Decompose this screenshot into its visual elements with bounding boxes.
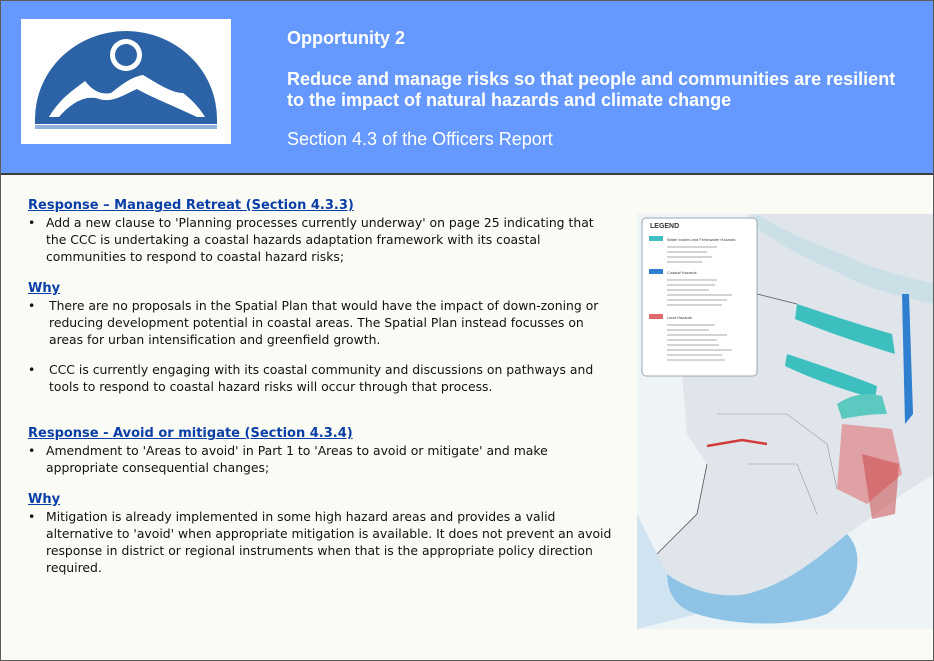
header-banner [1, 1, 933, 175]
bullet-item [28, 297, 613, 348]
map-legend-title: LEGEND [650, 223, 680, 230]
bullet-symbol: • [28, 215, 36, 230]
bullet-item [28, 214, 613, 265]
bullet-item [28, 442, 613, 476]
bullet-symbol: • [28, 362, 36, 377]
bullet-text: Mitigation is already implemented in some high hazard areas and provides a valid alternative to 'avoid' when appropriate mitigation is available. It does not prevent an avoid response in district or regional instruments when that is the appropriate policy direction required. [46, 509, 612, 575]
section-heading: Response – Managed Retreat (Section 4.3.3) [28, 198, 354, 213]
bullet-text: CCC is currently engaging with its coastal community and discussions on pathways and tools to respond to coastal hazard risks will occur through that process. [49, 362, 594, 394]
legend-item-land: Land Hazards [667, 315, 692, 320]
hazard-map [637, 214, 934, 629]
sun-mountain-wave-logo-icon [21, 19, 231, 144]
section-heading: Why [28, 492, 61, 507]
legend-item-water: Water bodies and Freshwater Hazards [667, 237, 736, 242]
bullet-symbol: • [28, 443, 36, 458]
section-heading: Why [28, 281, 61, 296]
bullet-text: There are no proposals in the Spatial Plan that would have the impact of down-zoning or reducing development potential in coastal areas. The Spatial Plan instead focusses on areas for urban intensification and greenfield growth. [49, 298, 599, 347]
bullet-text: Amendment to 'Areas to avoid' in Part 1 to 'Areas to avoid or mitigate' and make appropriate consequential changes; [46, 443, 548, 475]
bullet-item [28, 508, 613, 576]
bullet-item [28, 361, 613, 395]
bullet-symbol: • [28, 298, 36, 313]
logo [21, 19, 231, 144]
page-subtitle: Reduce and manage risks so that people and communities are resilient to the impact of natural hazards and climate change [287, 69, 896, 110]
section-heading: Response - Avoid or mitigate (Section 4.3.4) [28, 426, 353, 441]
bullet-text: Add a new clause to 'Planning processes currently underway' on page 25 indicating that the CCC is undertaking a coastal hazards adaptation framework with its coastal communities to respond to coastal hazard risks; [46, 215, 594, 264]
page-title: Opportunity 2 [287, 28, 405, 48]
section-reference: Section 4.3 of the Officers Report [287, 129, 553, 149]
legend-item-coastal: Coastal Hazards [667, 270, 697, 275]
bullet-symbol: • [28, 509, 36, 524]
content-body [28, 197, 613, 576]
